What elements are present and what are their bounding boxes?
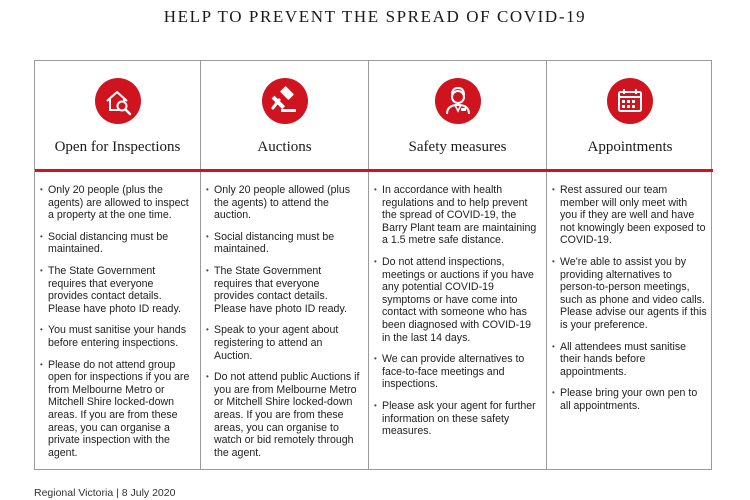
column-header [369,61,546,171]
column-open-for-inspections [35,61,201,469]
gavel-icon [262,78,308,124]
list-item: • Only 20 people (plus the agents) are allowed to inspect a property at the one time. [40,184,194,222]
list-item: • In accordance with health regulations and to help prevent the spread of COVID-19, the Barry Plant team are maintaining a 1.5 metre safe distance. [374,184,540,247]
house-magnifier-icon [95,78,141,124]
column-appointments [547,61,713,469]
header-divider [35,169,713,172]
list-item: • Speak to your agent about registering to attend an Auction. [206,324,362,362]
page-title: HELP TO PREVENT THE SPREAD OF COVID-19 [163,7,587,26]
list-item: • All attendees must sanitise their hands before appointments. [552,341,707,379]
list-item: • Please bring your own pen to all appointments. [552,387,707,412]
list-item: • We can provide alternatives to face-to-face meetings and inspections. [374,353,540,391]
agent-person-icon [435,78,481,124]
column-safety-measures [369,61,547,469]
list-item: • Rest assured our team member will only meet with you if they are well and have not knowingly been exposed to COVID-19. [552,184,707,247]
column-header [201,61,368,171]
column-header [35,61,200,171]
bullet-list [552,184,707,422]
list-item: • Social distancing must be maintained. [40,231,194,256]
column-auctions [201,61,369,469]
column-title: Open for Inspections [54,139,181,155]
column-header [547,61,713,171]
calendar-icon [607,78,653,124]
footer-text: Regional Victoria | 8 July 2020 [34,487,176,499]
column-title: Appointments [587,139,673,155]
list-item: • We're able to assist you by providing alternatives to person-to-person meetings, such as phone and video calls. Please advise our agents if this is your preference. [552,256,707,332]
bullet-list [374,184,540,447]
column-title: Safety measures [408,139,507,155]
list-item: • Do not attend inspections, meetings or auctions if you have any potential COVID-19 symptoms or have come into contact with someone who has been diagnosed with COVID-19 in the last 14 days. [374,256,540,344]
list-item: • The State Government requires that everyone provides contact details. Please have photo ID ready. [40,265,194,315]
list-item: • Please do not attend group open for inspections if you are from Melbourne Metro or Mitchell Shire locked-down areas. If you are from these areas, you can organise a private inspection with the agent. [40,359,194,460]
info-table [34,60,712,470]
bullet-list [206,184,362,468]
list-item: • You must sanitise your hands before entering inspections. [40,324,194,349]
list-item: • Only 20 people allowed (plus the agents) to attend the auction. [206,184,362,222]
column-title: Auctions [257,139,312,155]
list-item: • Please ask your agent for further information on these safety measures. [374,400,540,438]
bullet-list [40,184,194,468]
list-item: • Do not attend public Auctions if you are from Melbourne Metro or Mitchell Shire locked-down areas. If you are from these areas, you can organise to watch or bid remotely through the agent. [206,371,362,459]
list-item: • The State Government requires that everyone provides contact details. Please have photo ID ready. [206,265,362,315]
list-item: • Social distancing must be maintained. [206,231,362,256]
